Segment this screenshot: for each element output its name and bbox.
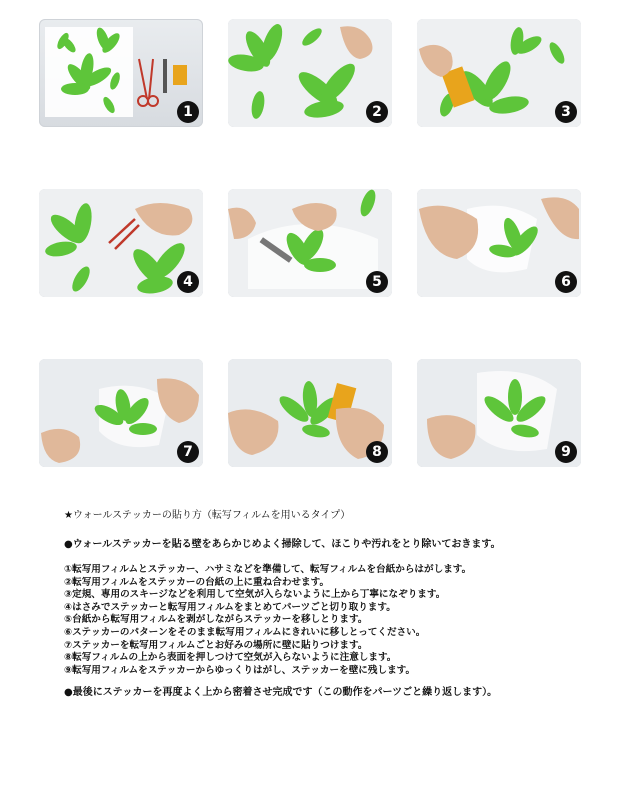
step-number-badge: 4 [177,271,199,293]
step-number-badge: 2 [366,101,388,123]
step-number-badge: 5 [366,271,388,293]
step-photo-8 [228,359,392,467]
step-photo-2 [228,19,392,127]
instructions-text [64,506,584,698]
instruction-step: ④はさみでステッカーと転写用フィルムをまとめてパーツごと切り取ります。 [64,601,396,613]
instruction-step: ①転写用フィルムとステッカー、ハサミなどを準備して、転写フィルムを台紙からはがします。 [64,564,472,575]
step-number-badge: 6 [555,271,577,293]
step-photo-1 [39,19,203,127]
instruction-step: ⑨転写用フィルムをステッカーからゆっくりはがし、ステッカーを壁に残します。 [64,664,416,676]
instruction-step: ⑧転写フィルムの上から表面を押しつけて空気が入らないように注意します。 [64,652,397,664]
step-number-badge: 9 [555,441,577,463]
instruction-step: ②転写用フィルムをステッカーの台紙の上に重ね合わせます。 [64,576,330,588]
step-number-badge: 7 [177,441,199,463]
instructions-heading: ★ウォールステッカーの貼り方（転写フィルムを用いるタイプ） [64,510,351,521]
instructions-intro: ●ウォールステッカーを貼る壁をあらかじめよく掃除して、ほこりや汚れをとり除いておきます。 [64,539,501,550]
instruction-step: ⑤台紙から転写用フィルムを剥がしながらステッカーを移しとります。 [64,614,368,626]
step-photo-3 [417,19,581,127]
instructions-step-list [64,564,584,677]
instruction-step: ③定規、専用のスキージなどを利用して空気が入らないように上から丁寧になぞります。 [64,589,446,601]
step-number-badge: 3 [555,101,577,123]
instructions-final: ●最後にステッカーを再度よく上から密着させ完成です（この動作をパーツごと繰り返します）。 [64,687,498,699]
step-photo-7 [39,359,203,467]
step-photo-9 [417,359,581,467]
instruction-step: ⑥ステッカーのパターンをそのまま転写用フィルムにきれいに移しとってください。 [64,626,426,638]
step-number-badge: 1 [177,101,199,123]
step-photo-5 [228,189,392,297]
step-photo-6 [417,189,581,297]
step-photo-4 [39,189,203,297]
step-number-badge: 8 [366,441,388,463]
instruction-step: ⑦ステッカーを転写用フィルムごとお好みの場所に壁に貼りつけます。 [64,639,368,651]
